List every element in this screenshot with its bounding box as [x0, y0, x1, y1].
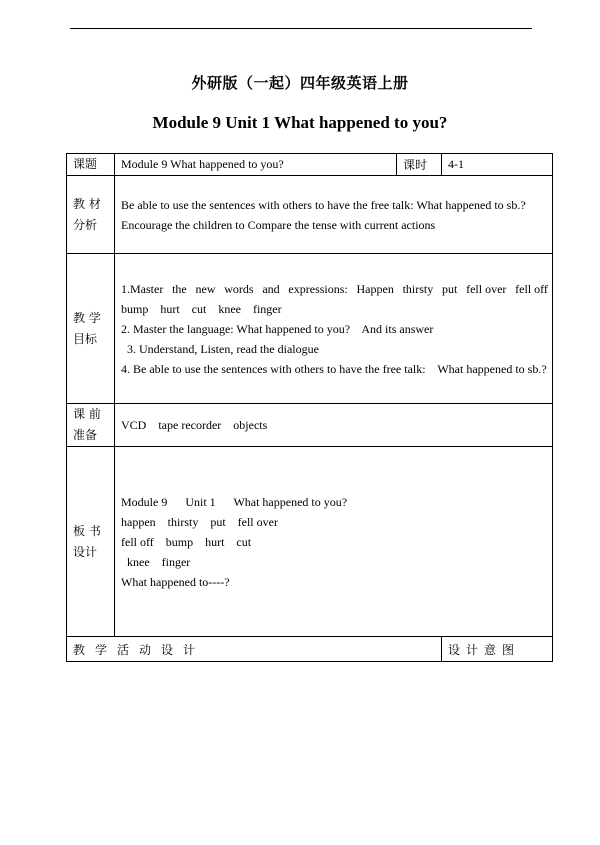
goals-line-5: 4. Be able to use the sentences with others to have the free talk: What happened to sb.? — [121, 361, 547, 376]
board-row — [67, 447, 553, 637]
board-line: Module 9 Unit 1 What happened to you? — [121, 494, 348, 509]
topic-value: Module 9 What happened to you? — [115, 154, 397, 176]
analysis-label — [67, 176, 115, 254]
board-label — [67, 447, 115, 637]
prep-content: VCD tape recorder objects — [115, 404, 553, 447]
footer-row — [67, 637, 553, 662]
goals-line-1 — [121, 279, 548, 299]
goals-word: new — [195, 281, 216, 296]
topic-row — [67, 154, 553, 176]
goals-word: the — [172, 281, 187, 296]
board-label-line2: 设计 — [73, 544, 98, 559]
goals-word: 1.Master — [121, 281, 164, 296]
board-label-line1: 板 书 — [73, 523, 101, 538]
goals-word: fell over — [466, 281, 507, 296]
prep-label-line2: 准备 — [73, 428, 98, 442]
board-line: happen thirsty put fell over — [121, 514, 278, 529]
activity-design-header: 教学活动设计 — [67, 637, 442, 662]
goals-word: Happen — [356, 281, 394, 296]
prep-row — [67, 404, 553, 447]
goals-word: and — [262, 281, 280, 296]
goals-label — [67, 254, 115, 404]
topic-label: 课题 — [67, 154, 115, 176]
prep-label — [67, 404, 115, 447]
goals-line-3: 2. Master the language: What happened to you? And its answer — [121, 321, 434, 336]
analysis-label-line1: 教 材 — [73, 196, 101, 211]
analysis-label-line2: 分析 — [73, 217, 98, 232]
analysis-line: Encourage the children to Compare the tense with current actions — [121, 217, 436, 232]
analysis-row — [67, 176, 553, 254]
analysis-content — [115, 176, 553, 254]
analysis-line: Be able to use the sentences with others to have the free talk: What happened to sb.? — [121, 197, 526, 212]
goals-word: put — [442, 281, 458, 296]
goals-label-line2: 目标 — [73, 331, 98, 346]
board-content — [115, 447, 553, 637]
document-title-en: Module 9 Unit 1 What happened to you? — [152, 113, 448, 132]
goals-line-4: 3. Understand, Listen, read the dialogue — [121, 341, 319, 356]
prep-label-line1: 课 前 — [73, 407, 101, 421]
goals-word: words — [224, 281, 254, 296]
goals-label-line1: 教 学 — [73, 310, 101, 325]
document-title-cn: 外研版（一起）四年级英语上册 — [191, 74, 409, 92]
goals-word: fell off — [515, 281, 548, 296]
design-intent-header: 设计意图 — [442, 637, 553, 662]
board-line: fell off bump hurt cut — [121, 534, 252, 549]
top-rule — [70, 28, 532, 29]
goals-row — [67, 254, 553, 404]
period-value: 4-1 — [442, 154, 553, 176]
board-line: knee finger — [121, 554, 191, 569]
goals-word: expressions: — [288, 281, 348, 296]
goals-line-2: bump hurt cut knee finger — [121, 301, 282, 316]
goals-word: thirsty — [402, 281, 434, 296]
lesson-plan-table — [66, 153, 553, 662]
period-label: 课时 — [397, 154, 442, 176]
board-line: What happened to----? — [121, 574, 230, 589]
goals-content — [115, 254, 553, 404]
